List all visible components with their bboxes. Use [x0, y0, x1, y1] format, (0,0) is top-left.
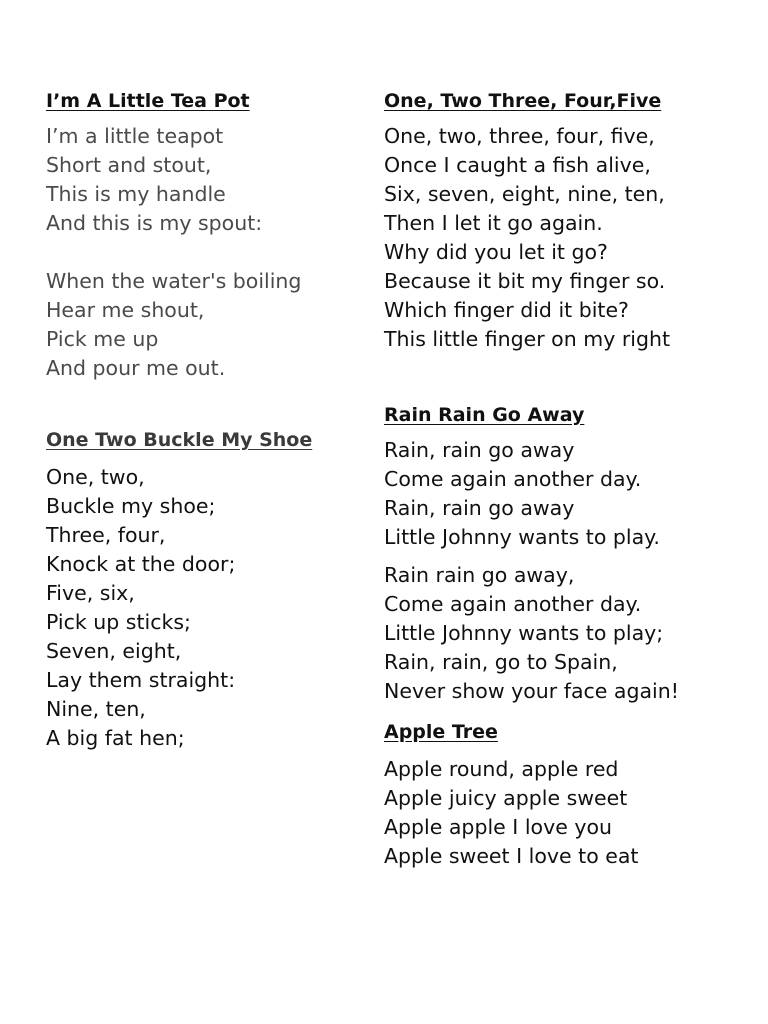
- left-column: [46, 88, 386, 753]
- poem-apple-tree: [384, 719, 724, 871]
- poem-line: Three, four,: [46, 523, 166, 547]
- poem-line: Nine, ten,: [46, 697, 146, 721]
- poem-line: And this is my spout:: [46, 211, 263, 235]
- poem-line: Apple apple I love you: [384, 815, 613, 839]
- stanza: [46, 267, 386, 383]
- right-column: [384, 88, 724, 871]
- poem-line: Apple juicy apple sweet: [384, 786, 628, 810]
- poem-line: Knock at the door;: [46, 552, 236, 576]
- poem-line: Once I caught a fish alive,: [384, 153, 651, 177]
- poem-rain-rain: [384, 402, 724, 706]
- poem-line: Pick up sticks;: [46, 610, 191, 634]
- poem-line: Short and stout,: [46, 153, 212, 177]
- poem-line: When the water's boiling: [46, 269, 302, 293]
- poem-line: Apple sweet I love to eat: [384, 844, 639, 868]
- poem-line: Little Johnny wants to play.: [384, 525, 660, 549]
- poem-line: Pick me up: [46, 327, 159, 351]
- poem-line: Come again another day.: [384, 592, 642, 616]
- poem-line: Seven, eight,: [46, 639, 182, 663]
- poem-one-two-three: [384, 88, 724, 354]
- poem-title: Apple Tree: [384, 721, 498, 743]
- poem-line: Rain, rain, go to Spain,: [384, 650, 618, 674]
- poem-line: Come again another day.: [384, 467, 642, 491]
- poem-buckle-my-shoe: [46, 427, 386, 753]
- poem-line: Then I let it go again.: [384, 211, 603, 235]
- stanza: [384, 755, 724, 871]
- poem-line: Rain rain go away,: [384, 563, 575, 587]
- poem-line: Rain, rain go away: [384, 438, 575, 462]
- poem-title: I’m A Little Tea Pot: [46, 90, 250, 112]
- poem-title: One, Two Three, Four,Five: [384, 90, 662, 112]
- poem-line: Because it bit my finger so.: [384, 269, 666, 293]
- poem-line: Apple round, apple red: [384, 757, 619, 781]
- poem-line: Never show your face again!: [384, 679, 679, 703]
- poem-line: One, two,: [46, 465, 145, 489]
- poem-line: One, two, three, four, five,: [384, 124, 655, 148]
- poem-title: Rain Rain Go Away: [384, 404, 585, 426]
- poem-line: Buckle my shoe;: [46, 494, 216, 518]
- poem-little-teapot: [46, 88, 386, 383]
- poem-line: And pour me out.: [46, 356, 226, 380]
- stanza: [46, 463, 386, 753]
- poem-line: I’m a little teapot: [46, 124, 224, 148]
- poem-line: Six, seven, eight, nine, ten,: [384, 182, 665, 206]
- poem-line: This little finger on my right: [384, 327, 671, 351]
- poem-line: Lay them straight:: [46, 668, 236, 692]
- poem-title: One Two Buckle My Shoe: [46, 429, 313, 451]
- poem-line: Little Johnny wants to play;: [384, 621, 664, 645]
- poem-line: Why did you let it go?: [384, 240, 608, 264]
- poem-line: A big fat hen;: [46, 726, 185, 750]
- poem-line: Hear me shout,: [46, 298, 205, 322]
- poem-line: Rain, rain go away: [384, 496, 575, 520]
- poem-line: This is my handle: [46, 182, 226, 206]
- poem-line: Five, six,: [46, 581, 135, 605]
- stanza: [384, 122, 724, 354]
- poem-line: Which finger did it bite?: [384, 298, 629, 322]
- stanza: [46, 122, 386, 238]
- stanza: [384, 436, 724, 552]
- stanza: [384, 561, 724, 706]
